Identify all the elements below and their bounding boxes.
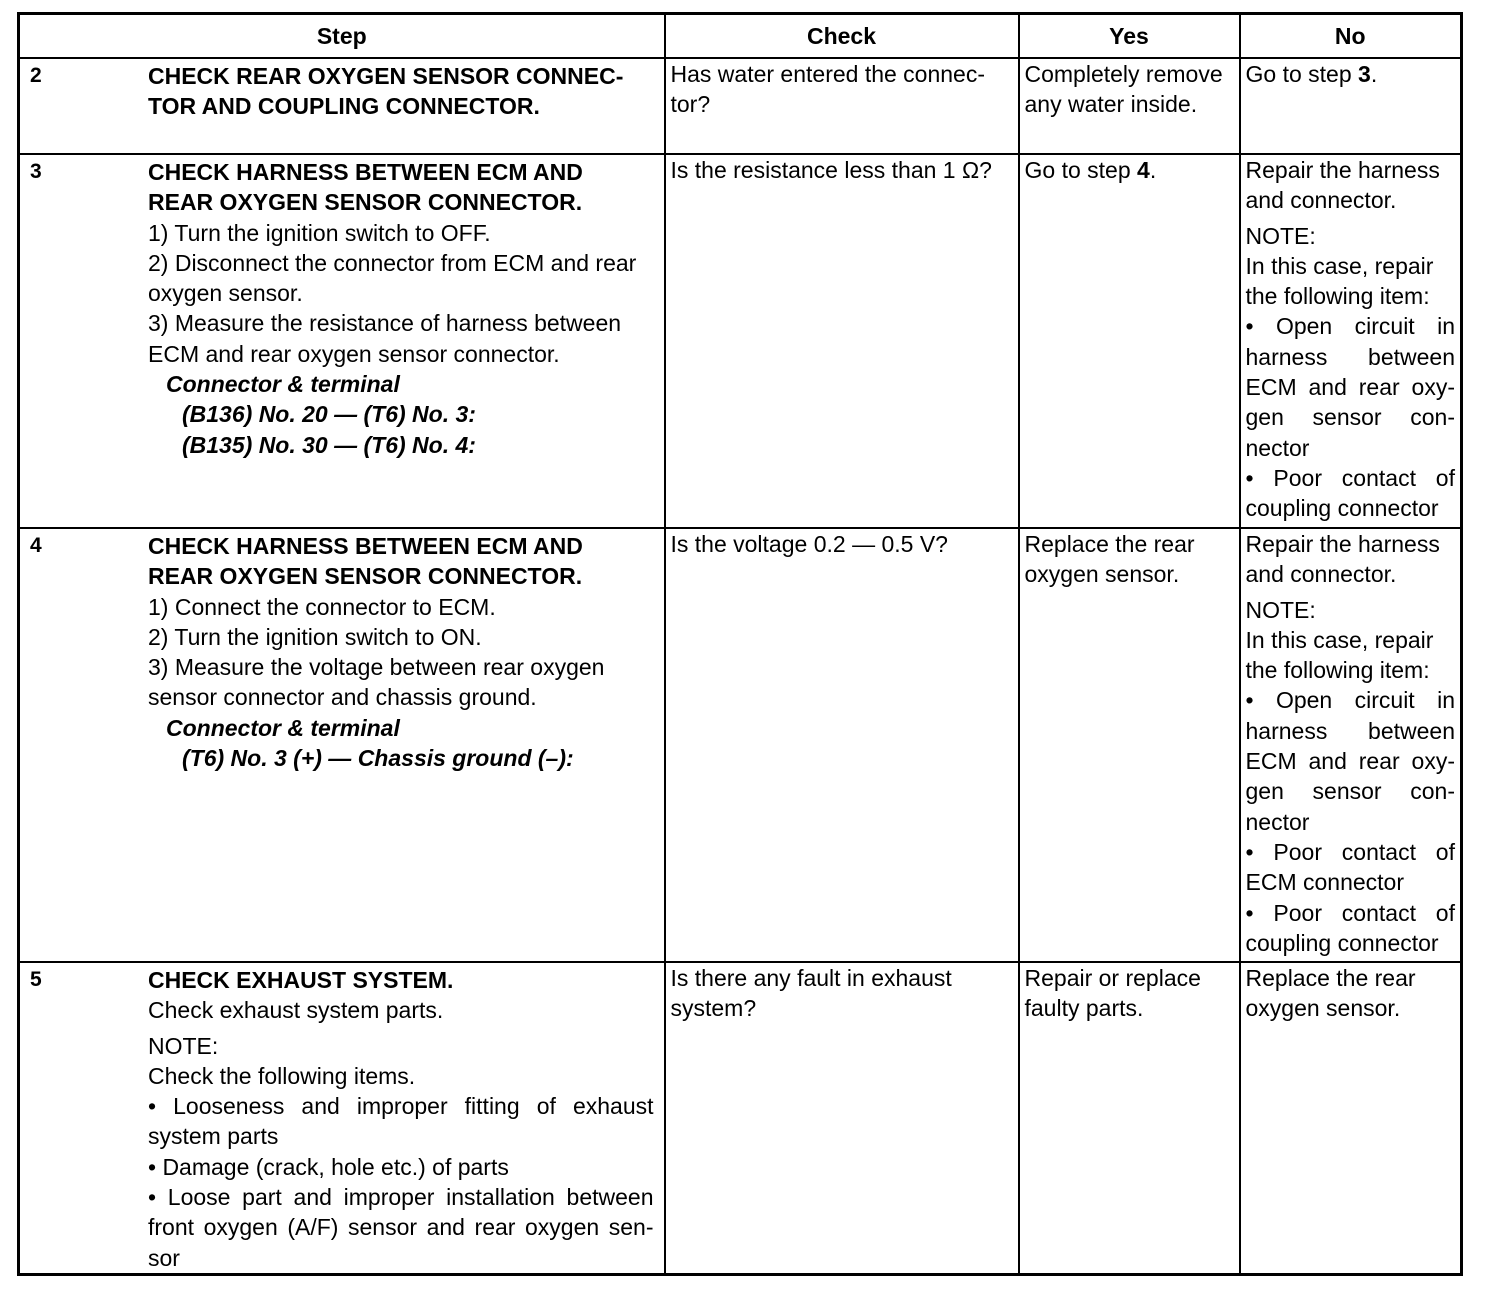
yes-text: Go to step <box>1024 157 1138 183</box>
table-row-step-5 <box>19 962 1462 1275</box>
connector-label: Connector & terminal <box>166 371 400 398</box>
procedure-step: 1) Connect the connector to ECM. <box>148 593 496 620</box>
no-main: Repair the harness and connector. <box>1245 157 1440 214</box>
terminal-spec: (B136) No. 20 — (T6) No. 3: <box>182 401 476 428</box>
table-row-step-3 <box>19 154 1462 528</box>
diagnostic-table <box>17 12 1463 1276</box>
procedure-step: 2) Disconnect the connector from ECM and rear oxygen sensor. <box>148 249 637 307</box>
step-number: 3 <box>30 160 42 183</box>
check-cell: Is the voltage 0.2 — 0.5 V? <box>665 528 1019 962</box>
no-suffix: . <box>1370 61 1378 87</box>
header-check: Check <box>665 14 1019 59</box>
note-label: NOTE: <box>1245 596 1316 623</box>
header-row <box>19 14 1462 59</box>
procedure-step: 2) Turn the ignition switch to ON. <box>148 623 482 650</box>
note-item: • Damage (crack, hole etc.) of parts <box>148 1153 509 1180</box>
note-item: • Open circuit in harness between ECM and rear oxy-gen sensor con-nector <box>1245 313 1455 461</box>
no-cell <box>1240 58 1462 154</box>
note-text: Check the following items. <box>148 1062 416 1089</box>
terminal-spec: (T6) No. 3 (+) — Chassis ground (–): <box>182 745 574 772</box>
no-text: Go to step <box>1245 61 1359 87</box>
table-row-step-4 <box>19 528 1462 962</box>
step-number: 4 <box>30 534 42 557</box>
yes-cell: Replace the rear oxygen sensor. <box>1019 528 1240 962</box>
no-cell: Replace the rear oxygen sensor. <box>1240 962 1462 1275</box>
note-item: • Poor contact of coupling connector <box>1245 464 1455 522</box>
step-title: CHECK HARNESS BETWEEN ECM AND REAR OXYGEN SENSOR CONNECTOR. <box>148 159 583 216</box>
step-cell <box>19 58 665 154</box>
header-step: Step <box>19 14 665 59</box>
no-step-ref: 3 <box>1358 61 1371 87</box>
step-title: CHECK EXHAUST SYSTEM. <box>148 967 454 993</box>
step-number: 2 <box>30 64 42 87</box>
yes-step-ref: 4 <box>1137 157 1150 183</box>
step-title: CHECK HARNESS BETWEEN ECM AND REAR OXYGEN SENSOR CONNECTOR. <box>148 533 583 590</box>
step-title: CHECK REAR OXYGEN SENSOR CONNEC-TOR AND COUPLING CONNECTOR. <box>148 63 624 120</box>
no-main: Repair the harness and connector. <box>1245 531 1440 588</box>
step-intro: Check exhaust system parts. <box>148 997 444 1024</box>
note-item: • Open circuit in harness between ECM and rear oxy-gen sensor con-nector <box>1245 687 1455 835</box>
procedure-step: 3) Measure the voltage between rear oxygen sensor connector and chassis ground. <box>148 654 605 711</box>
note-item: • Loose part and improper installation between front oxygen (A/F) sensor and rear oxygen sen-sor <box>148 1184 654 1271</box>
check-cell: Is there any fault in exhaust system? <box>665 962 1019 1275</box>
note-text: In this case, repair the following item: <box>1245 252 1434 310</box>
note-label: NOTE: <box>148 1032 219 1059</box>
step-cell <box>19 528 665 962</box>
table-row-step-2 <box>19 58 1462 154</box>
note-label: NOTE: <box>1245 222 1316 249</box>
step-cell <box>19 962 665 1275</box>
check-cell: Is the resistance less than 1 Ω? <box>665 154 1019 528</box>
yes-cell: Completely remove any water inside. <box>1019 58 1240 154</box>
note-item: • Poor contact of ECM connector <box>1245 838 1455 896</box>
yes-suffix: . <box>1149 157 1157 183</box>
yes-cell <box>1019 154 1240 528</box>
procedure-step: 1) Turn the ignition switch to OFF. <box>148 219 491 246</box>
step-cell <box>19 154 665 528</box>
note-text: In this case, repair the following item: <box>1245 626 1434 684</box>
no-cell <box>1240 528 1462 962</box>
header-yes: Yes <box>1019 14 1240 59</box>
note-item: • Looseness and improper fitting of exhaust system parts <box>148 1093 654 1150</box>
check-cell: Has water entered the connec-tor? <box>665 58 1019 154</box>
connector-label: Connector & terminal <box>166 714 400 741</box>
note-item: • Poor contact of coupling connector <box>1245 899 1455 956</box>
yes-cell: Repair or replace faulty parts. <box>1019 962 1240 1275</box>
procedure-step: 3) Measure the resistance of harness between ECM and rear oxygen sensor connector. <box>148 310 622 367</box>
header-no: No <box>1240 14 1462 59</box>
terminal-spec: (B135) No. 30 — (T6) No. 4: <box>182 431 476 458</box>
no-cell <box>1240 154 1462 528</box>
step-number: 5 <box>30 968 42 991</box>
